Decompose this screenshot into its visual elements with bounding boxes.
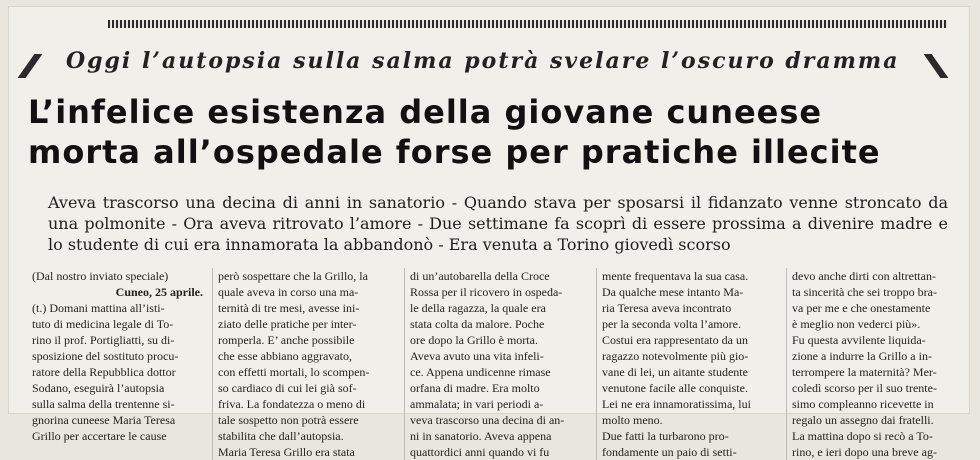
- headline-line-2: morta all’ospedale forse per pratiche illecite: [28, 133, 881, 171]
- column-line: ziato delle pratiche per inter-: [218, 317, 357, 331]
- headline-line-1: L’infelice esistenza della giovane cuneese: [28, 93, 823, 131]
- column-line: romperla. E’ anche possibile: [218, 333, 355, 347]
- column-line: stata colta da malore. Poche: [410, 317, 545, 331]
- column-line: Lei ne era innamoratissima, lui: [602, 397, 751, 411]
- dateline-source: (Dal nostro inviato speciale): [32, 269, 169, 283]
- column-line: per la seconda volta l’amore.: [602, 317, 741, 331]
- column-line: devo anche dirti con altrettan-: [792, 269, 936, 283]
- column-line: vane di lei, un aitante studente: [602, 365, 748, 379]
- column-line: Due fatti la turbarono pro-: [602, 429, 729, 443]
- column-line: però sospettare che la Grillo, la: [218, 269, 368, 283]
- column-line: ammalata; in vari periodi a-: [410, 397, 544, 411]
- column-line: ce. Appena undicenne rimase: [410, 365, 551, 379]
- column-line: regalo un assegno dai fratelli.: [792, 413, 934, 427]
- column-line: fondamente un paio di setti-: [602, 445, 737, 459]
- column-line: Costui era rappresentato da un: [602, 333, 748, 347]
- column-3: [404, 268, 592, 460]
- column-4: [596, 268, 782, 460]
- column-1: [32, 268, 208, 460]
- column-line: Sodano, eseguirà l’autopsia: [32, 381, 165, 395]
- column-line: La mattina dopo si recò a To-: [792, 429, 933, 443]
- column-line: Da qualche mese intanto Ma-: [602, 285, 744, 299]
- column-line: so cardiaco di cui lei già sof-: [218, 381, 357, 395]
- kicker: Oggi l’autopsia sulla salma potrà svelare l’oscuro dramma: [66, 48, 900, 74]
- column-line: (t.) Domani mattina all’isti-: [32, 301, 165, 315]
- column-line: Aveva avuto una vita infeli-: [410, 349, 544, 363]
- column-line: con effetti mortali, lo scompen-: [218, 365, 370, 379]
- column-line: tale sospetto non potrà essere: [218, 413, 359, 427]
- column-line: orfana di madre. Era molto: [410, 381, 540, 395]
- column-line: le della ragazza, la quale era: [410, 301, 546, 315]
- column-line: è meglio non vederci più».: [792, 317, 921, 331]
- column-line: di un’autobarella della Croce: [410, 269, 550, 283]
- deck: Aveva trascorso una decina di anni in sanatorio - Quando stava per sposarsi il fidanzato venne stroncato da una polmonite - Ora aveva ritrovato l’amore - Due settimane fa scoprì di essere prossima a divenire madre e lo studente di cui era innamorata la abbandonò - Era venuta a Torino giovedì scorso: [48, 193, 948, 254]
- column-line: sulla salma della trentenne si-: [32, 397, 175, 411]
- column-line: venutone facile alle conquiste.: [602, 381, 748, 395]
- headline: [28, 92, 968, 172]
- column-line: Fu questa avvilente liquida-: [792, 333, 926, 347]
- column-line: Rossa per il ricovero in ospeda-: [410, 285, 563, 299]
- column-line: terrompere la maternità? Mer-: [792, 365, 937, 379]
- column-line: ria Teresa aveva incontrato: [602, 301, 732, 315]
- column-line: Grillo per accertare le cause: [32, 429, 167, 443]
- column-line: ore dopo la Grillo è morta.: [410, 333, 538, 347]
- column-line: che esse abbiano aggravato,: [218, 349, 352, 363]
- column-line: rino, e ieri dopo una breve ag-: [792, 445, 937, 459]
- column-line: zione a indurre la Grillo a in-: [792, 349, 932, 363]
- kicker-left-bar: [18, 54, 43, 78]
- column-line: Maria Teresa Grillo era stata: [218, 445, 355, 459]
- column-line: gnorina cuneese Maria Teresa: [32, 413, 176, 427]
- column-line: ta sincerità che sei troppo bra-: [792, 285, 937, 299]
- column-line: coledì scorso per il suo trente-: [792, 381, 937, 395]
- column-5: [786, 268, 962, 460]
- column-line: ratore della Repubblica dottor: [32, 365, 176, 379]
- column-line: veva trascorso una decina di an-: [410, 413, 565, 427]
- column-line: mente frequentava la sua casa.: [602, 269, 749, 283]
- column-line: rino il prof. Portigliatti, su di-: [32, 333, 175, 347]
- column-line: ternità di tre mesi, avesse ini-: [218, 301, 360, 315]
- column-line: stabilita che dall’autopsia.: [218, 429, 344, 443]
- article-columns: [32, 268, 962, 459]
- column-line: ni in sanatorio. Aveva appena: [410, 429, 552, 443]
- column-line: va per me e che onestamente: [792, 301, 931, 315]
- column-line: tuto di medicina legale di To-: [32, 317, 174, 331]
- column-line: molto meno.: [602, 413, 663, 427]
- column-line: ragazzo notevolmente più gio-: [602, 349, 749, 363]
- column-line: sposizione del sostituto procu-: [32, 349, 179, 363]
- column-2: [212, 268, 400, 460]
- column-line: friva. La fondatezza o meno di: [218, 397, 366, 411]
- newspaper-clipping: [8, 6, 970, 459]
- dateline-place: Cuneo, 25 aprile.: [115, 285, 203, 299]
- column-line: quattordici anni quando vi fu: [410, 445, 550, 459]
- column-line: simo compleanno ricevette in: [792, 397, 934, 411]
- top-rule: [108, 20, 948, 28]
- column-line: quale aveva in corso una ma-: [218, 285, 359, 299]
